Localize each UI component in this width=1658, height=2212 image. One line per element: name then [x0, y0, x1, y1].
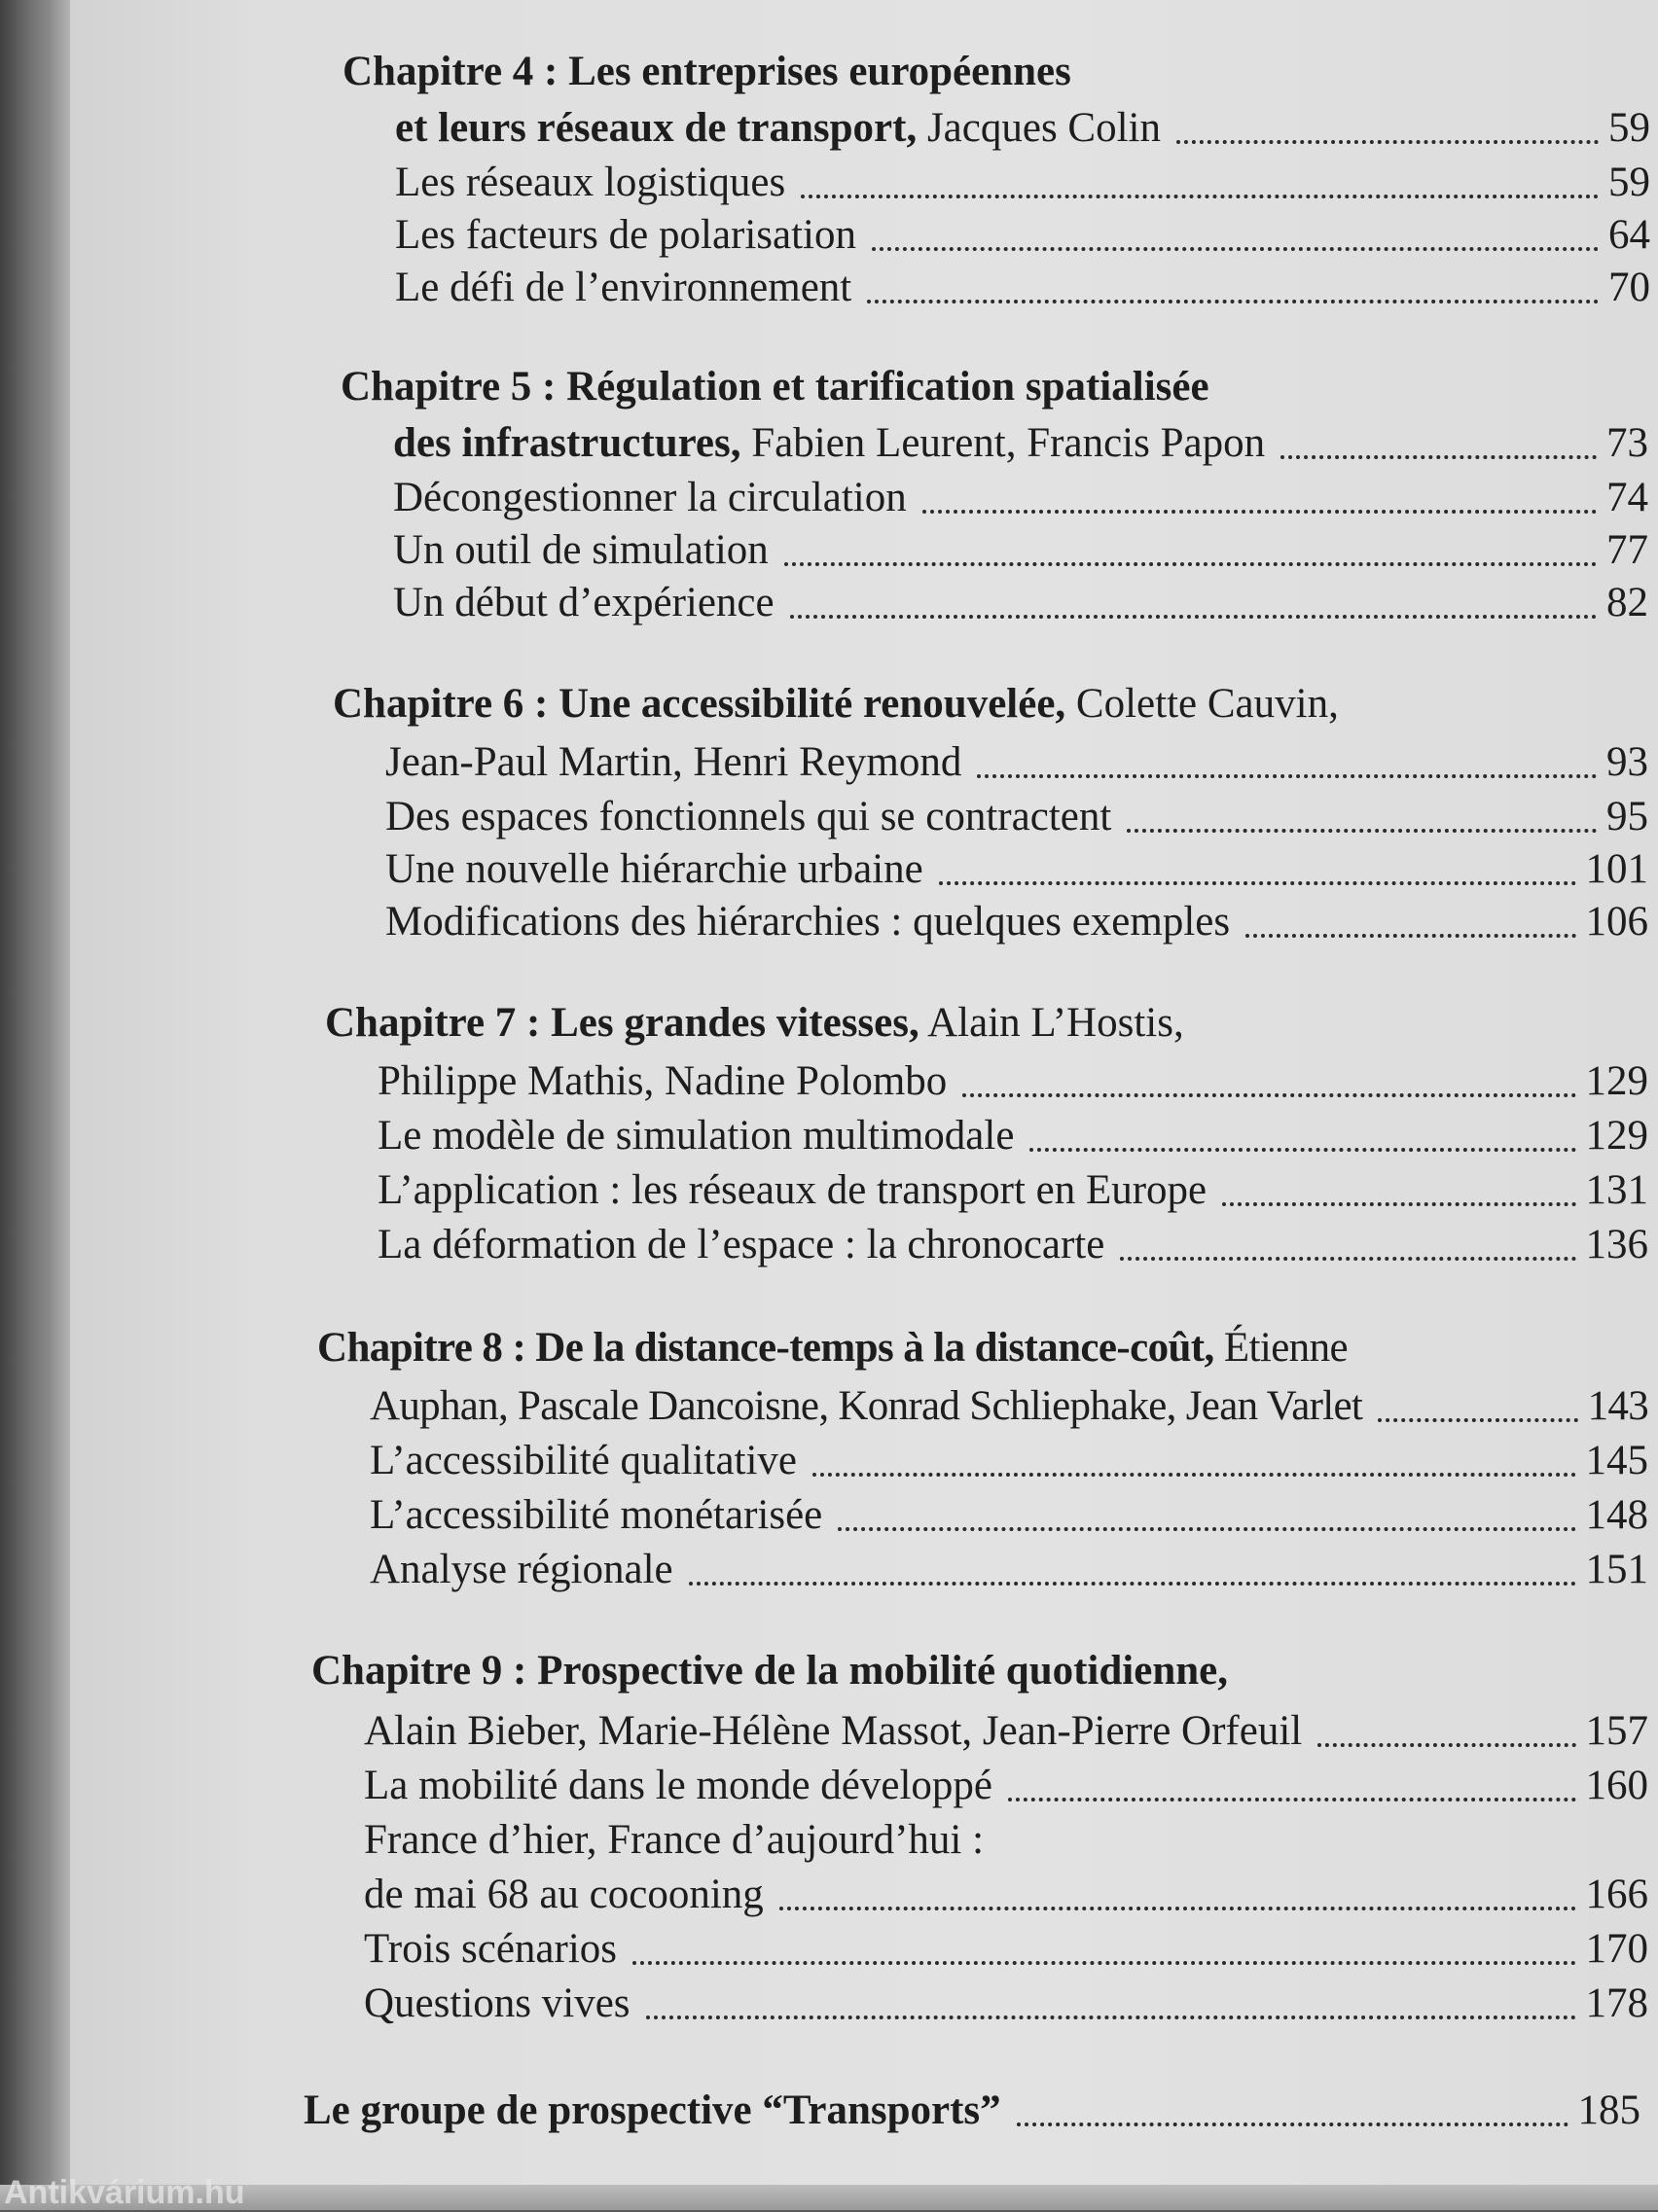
- toc-entry[interactable]: [370, 1434, 1648, 1488]
- watermark: Antikvárium.hu: [4, 2174, 245, 2211]
- section-title: Trois scénarios: [364, 1926, 617, 1972]
- dot-leader: [1029, 1148, 1575, 1152]
- dot-leader: [779, 1907, 1576, 1910]
- dot-leader: [838, 1527, 1575, 1531]
- dot-leader: [812, 1473, 1575, 1477]
- dot-leader: [689, 1582, 1576, 1586]
- chapter-5-authors: Fabien Leurent, Francis Papon: [740, 420, 1266, 466]
- table-of-contents: [70, 0, 1658, 2210]
- chapter-7-heading: [325, 996, 1639, 1051]
- chapter-7-title: Chapitre 7 : Les grandes vitesses,: [325, 1000, 919, 1046]
- toc-entry[interactable]: [364, 1922, 1648, 1977]
- book-spine-shadow: [0, 0, 70, 2210]
- closing-title: Le groupe de prospective “Transports”: [304, 2087, 1001, 2133]
- chapter-6-entry[interactable]: [385, 735, 1648, 790]
- page-number: 101: [1585, 846, 1648, 892]
- page-number: 170: [1585, 1926, 1648, 1972]
- toc-entry[interactable]: [395, 208, 1650, 263]
- page-number: 160: [1585, 1763, 1648, 1808]
- section-title: Analyse régionale: [370, 1547, 673, 1592]
- chapter-4-entry[interactable]: [395, 101, 1650, 156]
- section-title: Décongestionner la circulation: [393, 475, 907, 520]
- page-number: 143: [1587, 1383, 1648, 1429]
- section-title: L’accessibilité monétarisée: [370, 1492, 823, 1538]
- toc-entry[interactable]: [378, 1218, 1648, 1272]
- chapter-5-entry[interactable]: [393, 416, 1648, 471]
- page-number: 185: [1577, 2087, 1640, 2133]
- dot-leader: [1120, 1257, 1575, 1261]
- dot-leader: [790, 615, 1597, 619]
- page-number: 131: [1585, 1167, 1648, 1213]
- section-title: Modifications des hiérarchies : quelques exemples: [385, 899, 1231, 945]
- page-number: 95: [1606, 794, 1648, 839]
- toc-entry[interactable]: [370, 1543, 1648, 1597]
- page-number: 166: [1585, 1872, 1648, 1917]
- dot-leader: [632, 1961, 1576, 1965]
- dot-leader: [1280, 455, 1597, 459]
- dot-leader: [1017, 2123, 1568, 2126]
- section-title: Un début d’expérience: [393, 580, 775, 625]
- section-title: de mai 68 au cocooning: [364, 1872, 764, 1917]
- toc-entry[interactable]: [385, 790, 1648, 844]
- chapter-4-heading: [342, 45, 1646, 99]
- chapter-6-title: Chapitre 6 : Une accessibilité renouvelée,: [333, 681, 1066, 727]
- section-title: Des espaces fonctionnels qui se contractent: [385, 794, 1112, 839]
- toc-entry[interactable]: [385, 895, 1648, 949]
- chapter-5-title-cont: des infrastructures,: [393, 420, 741, 466]
- dot-leader: [939, 881, 1576, 885]
- page-bottom-edge: [0, 2185, 1658, 2210]
- chapter-8-title: Chapitre 8 : De la distance-temps à la distance-coût,: [317, 1325, 1214, 1371]
- toc-entry[interactable]: [364, 1759, 1648, 1813]
- chapter-9-authors: Alain Bieber, Marie-Hélène Massot, Jean-Pierre Orfeuil: [364, 1708, 1303, 1754]
- page-number: 73: [1606, 420, 1648, 466]
- page-number: 136: [1585, 1222, 1648, 1267]
- page-number: 178: [1585, 1980, 1648, 2026]
- toc-page: [70, 0, 1658, 2210]
- dot-leader: [962, 1093, 1575, 1097]
- chapter-4-title: Chapitre 4 : Les entreprises européennes: [342, 49, 1071, 94]
- chapter-6-authors-cont: Jean-Paul Martin, Henri Reymond: [385, 739, 962, 785]
- chapter-8-heading: [317, 1321, 1640, 1375]
- toc-entry[interactable]: [378, 1163, 1648, 1218]
- chapter-7-authors: Alain L’Hostis,: [919, 1000, 1184, 1046]
- page-number: 77: [1606, 527, 1648, 573]
- page-number: 129: [1585, 1058, 1648, 1104]
- dot-leader: [646, 2016, 1576, 2019]
- page-number: 59: [1608, 105, 1650, 151]
- page-number: 93: [1606, 739, 1648, 785]
- chapter-9-title: Chapitre 9 : Prospective de la mobilité quotidienne,: [311, 1648, 1228, 1694]
- chapter-7-entry[interactable]: [378, 1054, 1648, 1109]
- toc-entry[interactable]: [364, 1977, 1648, 2031]
- toc-entry[interactable]: [395, 156, 1650, 210]
- section-title: Le modèle de simulation multimodale: [378, 1113, 1015, 1159]
- toc-entry[interactable]: [370, 1488, 1648, 1543]
- page-number: 145: [1585, 1438, 1648, 1483]
- page-number: 157: [1585, 1708, 1648, 1754]
- dot-leader: [1378, 1418, 1577, 1422]
- page-number: 151: [1585, 1547, 1648, 1592]
- closing-entry[interactable]: [304, 2084, 1640, 2138]
- dot-leader: [1222, 1202, 1575, 1206]
- section-title: Une nouvelle hiérarchie urbaine: [385, 846, 923, 892]
- section-title: L’accessibilité qualitative: [370, 1438, 798, 1483]
- chapter-4-authors: Jacques Colin: [917, 105, 1162, 151]
- toc-entry[interactable]: [385, 842, 1648, 897]
- dot-leader: [977, 774, 1597, 778]
- toc-entry[interactable]: [395, 261, 1650, 315]
- page-number: 129: [1585, 1113, 1648, 1159]
- section-title: Le défi de l’environnement: [395, 265, 852, 310]
- chapter-9-heading: [311, 1644, 1635, 1698]
- page-number: 70: [1608, 265, 1650, 310]
- page-number: 148: [1585, 1492, 1648, 1538]
- chapter-8-authors-cont: Auphan, Pascale Dancoisne, Konrad Schliephake, Jean Varlet: [370, 1383, 1363, 1429]
- toc-entry[interactable]: [378, 1109, 1648, 1163]
- chapter-8-authors: Étienne: [1213, 1325, 1348, 1371]
- chapter-8-entry[interactable]: [370, 1379, 1648, 1434]
- toc-entry[interactable]: [364, 1868, 1648, 1922]
- chapter-5-heading: [341, 360, 1644, 414]
- chapter-7-authors-cont: Philippe Mathis, Nadine Polombo: [378, 1058, 948, 1104]
- section-title: Un outil de simulation: [393, 527, 769, 573]
- dot-leader: [1317, 1743, 1575, 1747]
- dot-leader: [1245, 934, 1575, 938]
- toc-entry[interactable]: [393, 471, 1648, 525]
- dot-leader: [867, 300, 1599, 303]
- section-title: France d’hier, France d’aujourd’hui :: [364, 1817, 985, 1863]
- chapter-6-heading: [333, 677, 1646, 731]
- toc-entry[interactable]: [393, 576, 1648, 630]
- section-title: L’application : les réseaux de transport en Europe: [378, 1167, 1207, 1213]
- page-number: 64: [1608, 212, 1650, 258]
- page-number: 106: [1585, 899, 1648, 945]
- dot-leader: [784, 562, 1597, 566]
- section-title: Les facteurs de polarisation: [395, 212, 857, 258]
- chapter-4-title-cont: et leurs réseaux de transport,: [395, 105, 918, 151]
- section-title: La déformation de l’espace : la chronocarte: [378, 1222, 1105, 1267]
- chapter-9-entry[interactable]: [364, 1704, 1648, 1759]
- toc-entry[interactable]: [393, 523, 1648, 578]
- chapter-6-authors: Colette Cauvin,: [1065, 681, 1339, 727]
- dot-leader: [801, 195, 1599, 198]
- chapter-5-title: Chapitre 5 : Régulation et tarification spatialisée: [341, 364, 1209, 410]
- page-number: 82: [1606, 580, 1648, 625]
- dot-leader: [1127, 829, 1597, 833]
- dot-leader: [922, 510, 1597, 514]
- dot-leader: [1176, 140, 1599, 144]
- page-number: 74: [1606, 475, 1648, 520]
- dot-leader: [872, 247, 1599, 251]
- page-number: 59: [1608, 160, 1650, 205]
- dot-leader: [1008, 1798, 1575, 1802]
- section-title: La mobilité dans le monde développé: [364, 1763, 993, 1808]
- section-title: Questions vives: [364, 1980, 631, 2026]
- section-title: Les réseaux logistiques: [395, 160, 786, 205]
- toc-entry[interactable]: [364, 1813, 1648, 1868]
